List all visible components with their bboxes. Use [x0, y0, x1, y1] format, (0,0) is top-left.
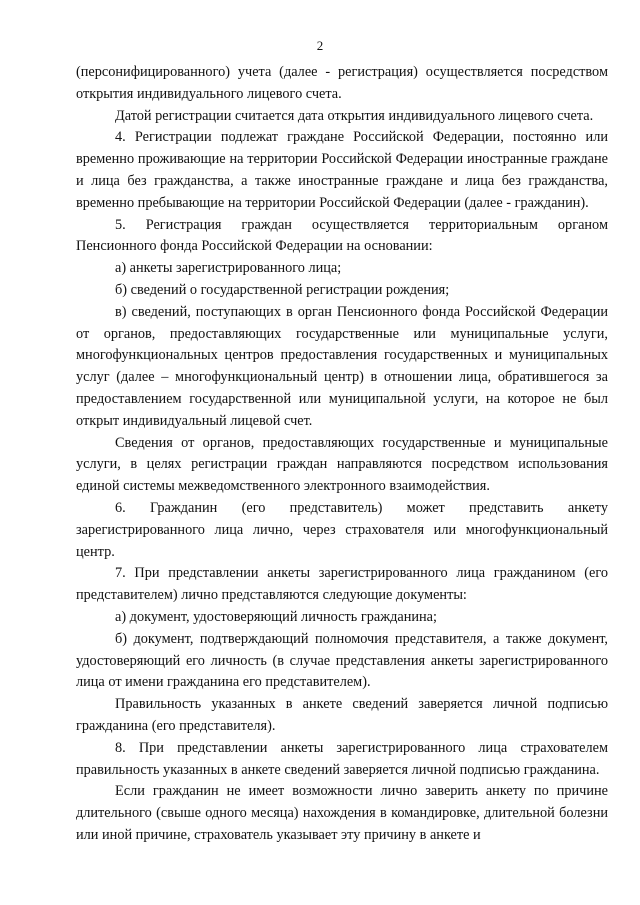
paragraph-item-5b: б) сведений о государственной регистрации рождения; — [115, 281, 450, 298]
paragraph-item-6: 6. Гражданин (его представитель) может представить анкету зарегистрированного лица лично, через страхователя или многофункциональный центр. — [76, 499, 608, 560]
paragraph-item-5: 5. Регистрация граждан осуществляется территориальным органом Пенсионного фонда Российской Федерации на основании: — [76, 216, 608, 255]
paragraph-item-4: 4. Регистрации подлежат граждане Российской Федерации, постоянно или временно проживающие на территории Российской Федерации иностранные граждане и лица без гражданства, а также иностранные граждане и лица без гражданства, временно пребывающие на территории Российской Федерации (далее - гражданин). — [76, 129, 608, 211]
paragraph-item-5v: в) сведений, поступающих в орган Пенсионного фонда Российской Федерации от органов, предоставляющих государственные или муниципальные услуги, многофункциональных центров предоставления государственных и муниципальных услуг (далее – многофункциональный центр) в отношении лица, обратившегося за предоставлением государственной или муниципальной услуги, на которое не был открыт индивидуальный лицевой счет. — [76, 303, 608, 429]
paragraph-interagency-info: Сведения от органов, предоставляющих государственные и муниципальные услуги, в целях регистрации граждан направляются посредством использования единой системы межведомственного электронного взаимодействия. — [76, 434, 608, 495]
paragraph-registration-date: Датой регистрации считается дата открытия индивидуального лицевого счета. — [115, 107, 594, 124]
document-body — [76, 62, 608, 847]
paragraph-continuation: (персонифицированного) учета (далее - регистрация) осуществляется посредством открытия индивидуального лицевого счета. — [76, 64, 608, 102]
paragraph-item-7b: б) документ, подтверждающий полномочия представителя, а также документ, удостоверяющий его личность (в случае представления анкеты зарегистрированного лица от имени гражданина его представителем). — [76, 630, 608, 691]
paragraph-business-trip: Если гражданин не имеет возможности лично заверить анкету по причине длительного (свыше одного месяца) нахождения в командировке, длительной болезни или иной причине, страхователь указывает эту причину в анкете и — [76, 783, 608, 843]
paragraph-item-5a: а) анкеты зарегистрированного лица; — [115, 260, 342, 277]
page-number: 2 — [316, 38, 324, 53]
paragraph-item-7: 7. При представлении анкеты зарегистрированного лица гражданином (его представителем) лично представляются следующие документы: — [76, 565, 608, 604]
paragraph-signature-citizen: Правильность указанных в анкете сведений заверяется личной подписью гражданина (его представителя). — [76, 696, 608, 734]
paragraph-item-8: 8. При представлении анкеты зарегистрированного лица страхователем правильность указанных в анкете сведений заверяется личной подписью гражданина. — [76, 739, 608, 778]
paragraph-item-7a: а) документ, удостоверяющий личность гражданина; — [115, 608, 438, 625]
